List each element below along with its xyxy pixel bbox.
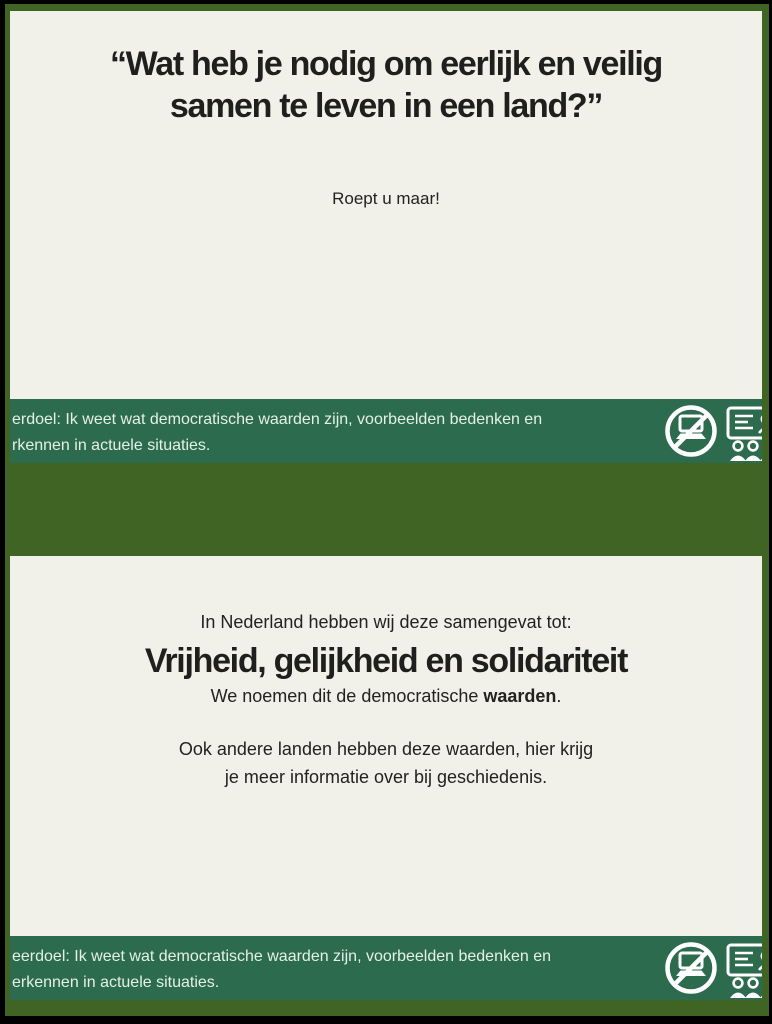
learning-goal-line1: eerdoel: Ik weet wat democratische waarden zijn, voorbeelden bedenken en (12, 948, 551, 965)
slide-footer (10, 399, 762, 463)
slide-title-line1: “Wat heb je nodig om eerlijk en veilig (109, 45, 662, 83)
presentation-audience-icon (726, 401, 762, 463)
page-background (5, 4, 769, 1016)
learning-goal-text (12, 944, 551, 996)
subline-prefix: We noemen dit de democratische (210, 686, 484, 706)
slide-answer (10, 556, 762, 1000)
slide-subtitle: Roept u maar! (332, 189, 440, 208)
subline-suffix: . (556, 686, 562, 706)
body-paragraph (10, 735, 762, 791)
no-laptop-icon (663, 403, 719, 459)
body-paragraph-line2: je meer informatie over bij geschiedenis. (224, 767, 548, 787)
slide-footer (10, 936, 762, 1000)
learning-goal-line2: erkennen in actuele situaties. (12, 974, 220, 991)
slide-title-line2: samen te leven in een land?” (169, 87, 603, 125)
values-subline (10, 686, 762, 707)
subline-bold-word: waarden (483, 686, 557, 706)
learning-goal-line2: rkennen in actuele situaties. (12, 437, 211, 454)
slide-question (10, 11, 762, 463)
intro-line: In Nederland hebben wij deze samengevat tot: (200, 612, 572, 632)
values-headline: Vrijheid, gelijkheid en solidariteit (144, 642, 628, 680)
no-laptop-icon (663, 940, 719, 996)
learning-goal-text (12, 407, 542, 459)
body-paragraph-line1: Ook andere landen hebben deze waarden, hier krijg (178, 739, 594, 759)
slide-title (10, 43, 762, 127)
presentation-audience-icon (726, 938, 762, 1000)
learning-goal-line1: erdoel: Ik weet wat democratische waarden zijn, voorbeelden bedenken en (12, 411, 543, 428)
